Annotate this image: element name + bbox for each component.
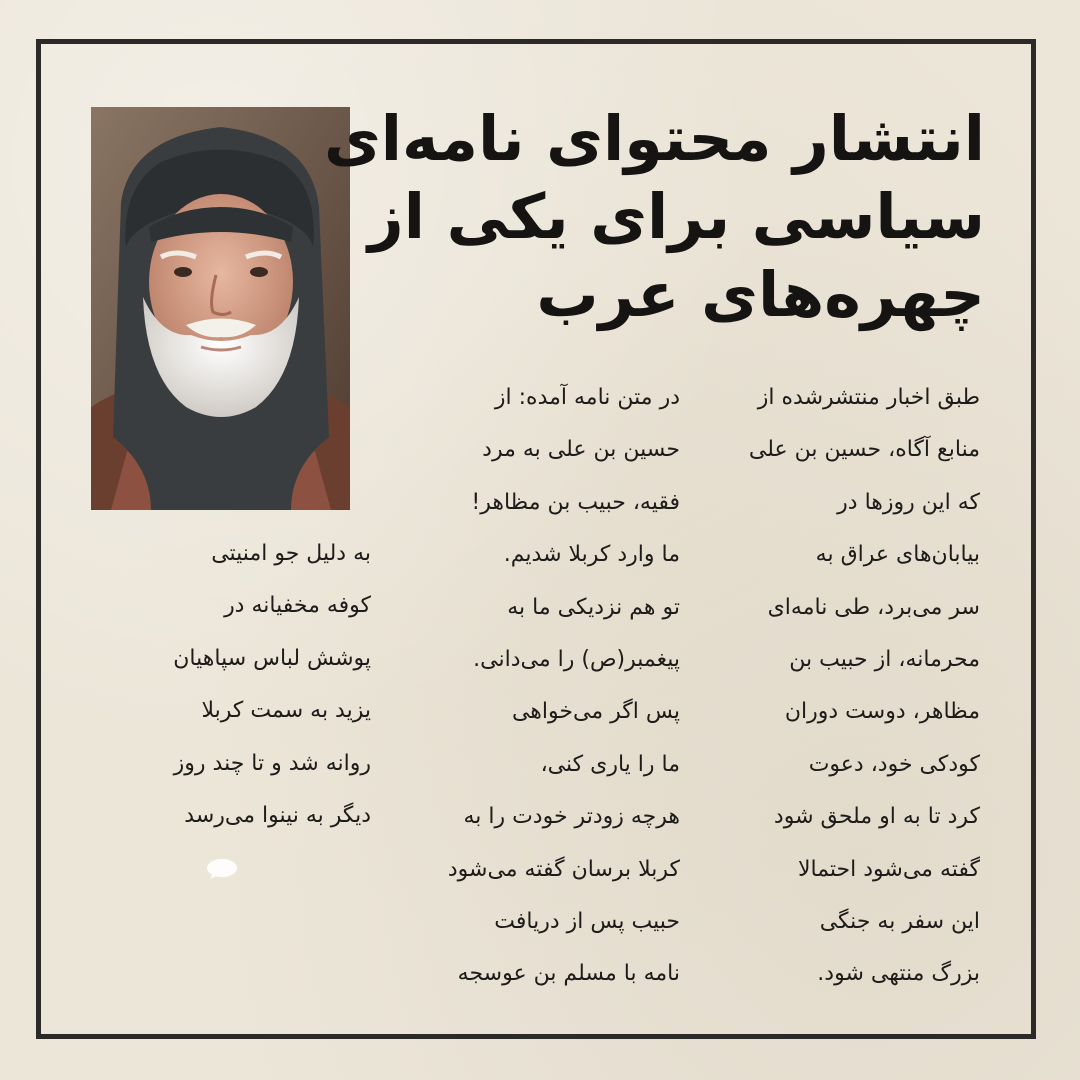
column-line: کوفه مخفیانه در: [224, 593, 371, 619]
column-line: ما را یاری کنی،: [540, 751, 680, 777]
column-line: محرمانه، از حبیب بن: [789, 647, 980, 673]
text-column-middle: [400, 372, 680, 1001]
column-line: پیغمبر(ص) را می‌دانی.: [473, 647, 680, 673]
column-line: هرچه زودتر خودت را به: [463, 804, 680, 830]
headline: [323, 100, 985, 334]
column-line: منابع آگاه، حسین بن علی: [748, 437, 980, 463]
speech-bubble-icon: [205, 858, 239, 880]
column-line: کودکی خود، دعوت: [808, 751, 980, 777]
column-line: یزید به سمت کربلا: [201, 698, 371, 724]
column-line: فقیه، حبیب بن مظاهر!: [471, 489, 680, 515]
column-line: این سفر به جنگی: [819, 909, 980, 935]
column-line: حسین بن علی به مرد: [482, 437, 680, 463]
column-line: طبق اخبار منتشرشده از: [757, 385, 980, 410]
column-line: پس اگر می‌خواهی: [511, 699, 680, 725]
headline-line-1: انتشار محتوای نامه‌ای: [323, 102, 985, 175]
text-column-left: [93, 528, 371, 842]
column-line: پوشش لباس سپاهیان: [173, 645, 371, 671]
column-line: ما وارد کربلا شدیم.: [503, 542, 680, 568]
column-line: سر می‌برد، طی نامه‌ای: [767, 594, 980, 620]
column-line: روانه شد و تا چند روز: [173, 750, 371, 776]
headline-line-3: چهره‌های عرب: [536, 258, 985, 331]
column-line: که این روزها در: [837, 489, 980, 515]
column-line: نامه با مسلم بن عوسجه: [457, 961, 680, 987]
column-line: کرد تا به او ملحق شود: [773, 804, 980, 830]
column-line: در متن نامه آمده: از: [494, 385, 680, 410]
column-line: تو هم نزدیکی ما به: [507, 594, 680, 620]
headline-line-2: سیاسی برای یکی از: [368, 180, 985, 253]
column-line: کربلا برسان گفته می‌شود: [447, 856, 680, 882]
column-line: مظاهر، دوست دوران: [784, 699, 980, 725]
column-line: به دلیل جو امنیتی: [211, 541, 371, 566]
portrait-photo: [91, 107, 350, 510]
column-line: دیگر به نینوا می‌رسد: [184, 803, 371, 829]
column-line: بزرگ منتهی شود.: [817, 961, 980, 987]
column-line: حبیب پس از دریافت: [494, 909, 680, 935]
portrait-illustration: [91, 107, 350, 510]
text-column-right: [735, 372, 980, 1001]
column-line: بیابان‌های عراق به: [815, 542, 980, 568]
column-line: گفته می‌شود احتمالا: [797, 856, 980, 882]
